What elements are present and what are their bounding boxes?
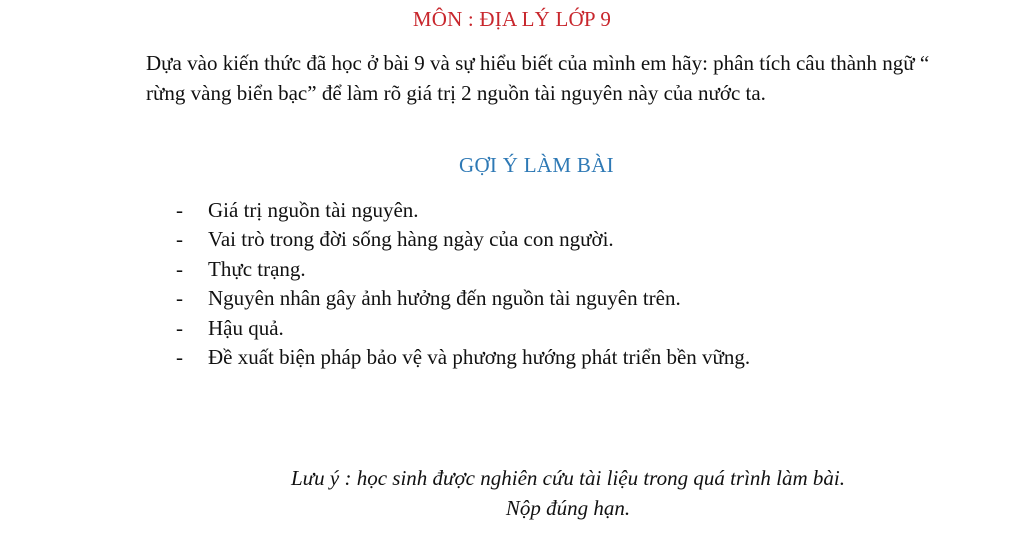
note-text: Lưu ý : học sinh được nghiên cứu tài liệu trong quá trình làm bài. [291, 466, 845, 490]
guide-item [176, 284, 750, 313]
bullet-dash: - [176, 315, 183, 340]
guide-item [176, 343, 750, 372]
guide-list [176, 196, 750, 372]
bullet-dash: - [176, 286, 183, 311]
assignment-prompt: Dựa vào kiến thức đã học ở bài 9 và sự hiểu biết của mình em hãy: phân tích câu thành ngữ “ rừng vàng biển bạc” để làm rõ giá trị 2 nguồn tài nguyên này của nước ta. [146, 51, 930, 105]
guide-item-text: Thực trạng. [208, 256, 306, 281]
guide-item [176, 225, 750, 254]
guide-item-text: Nguyên nhân gây ảnh hưởng đến nguồn tài nguyên trên. [208, 286, 681, 311]
guide-item [176, 255, 750, 284]
guide-item-text: Đề xuất biện pháp bảo vệ và phương hướng phát triển bền vững. [208, 344, 751, 369]
document-title: MÔN : ĐỊA LÝ LỚP 9 [412, 7, 612, 31]
bullet-dash: - [176, 344, 183, 369]
bullet-dash: - [176, 198, 183, 222]
guide-item [176, 314, 750, 343]
guide-item [176, 196, 750, 225]
guide-item-text: Vai trò trong đời sống hàng ngày của con người. [208, 227, 614, 252]
guide-heading: GỢI Ý LÀM BÀI [459, 153, 614, 177]
deadline-text: Nộp đúng hạn. [505, 496, 631, 520]
bullet-dash: - [176, 227, 183, 252]
guide-item-text: Giá trị nguồn tài nguyên. [208, 198, 419, 222]
bullet-dash: - [176, 256, 183, 281]
guide-item-text: Hậu quả. [208, 315, 284, 340]
